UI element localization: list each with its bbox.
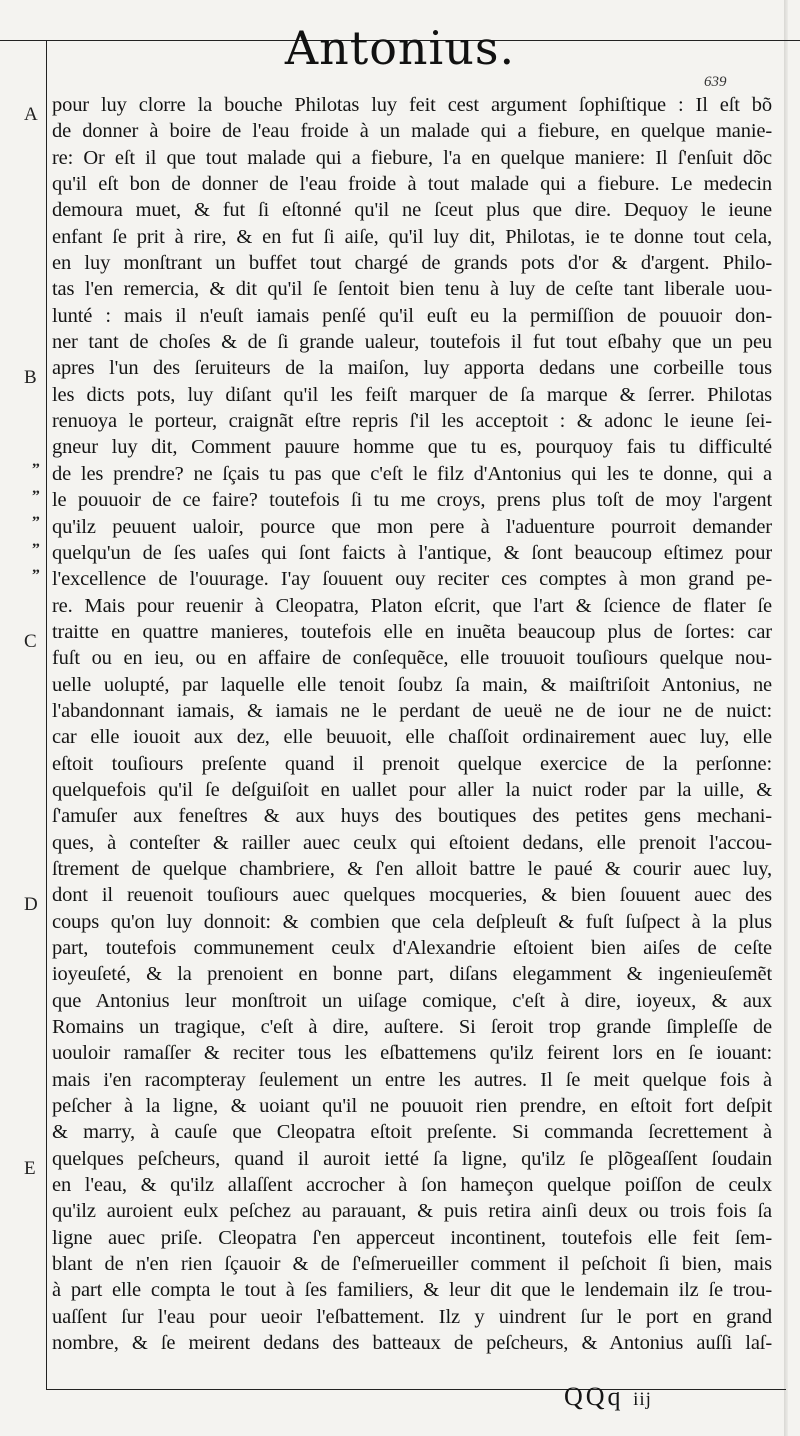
text-line: ioyeuſeté, & la prenoient en bonne part, diſans elegamment & ingenieuſemẽt (52, 963, 772, 986)
margin-quote-mark: „ (32, 506, 40, 523)
margin-quote-mark: „ (32, 453, 40, 470)
signature-letters: QQq (564, 1382, 624, 1411)
margin-letter-c: C (24, 631, 37, 652)
text-line: ner tant de choſes & de ſi grande ualeur, toutefois il fut tout eſbahy que un peu (52, 331, 772, 354)
text-line: re. Mais pour reuenir à Cleopatra, Platon eſcrit, que l'art & ſcience de flater ſe (52, 594, 772, 617)
margin-quote-mark: „ (32, 480, 40, 497)
text-line: car elle iouoit aux dez, elle beuuoit, elle chaſſoit ordinairement auec luy, elle (52, 726, 772, 749)
text-line: enfant ſe prit à rire, & en fut ſi aiſe, qu'il luy dit, Philotas, ie te donne tout cela, (52, 225, 772, 248)
text-line: les dicts pots, luy diſant qu'il les feiſt marquer de ſa marque & ſerrer. Philotas (52, 383, 772, 406)
text-line: blant de n'en rien ſçauoir & de ſ'eſmerueiller comment il peſchoit ſi bien, mais (52, 1253, 772, 1276)
text-line: mais i'en racompteray ſeulement un entre les autres. Il ſe meit quelque fois à (52, 1068, 772, 1091)
text-line: l'abandonnant iamais, & iamais ne le perdant de ueuë ne de iour ne de nuict: (52, 699, 772, 722)
text-line: qu'ilz auroient eulx peſchez au parauant, & puis retira ainſi deux ou trois fois ſa (52, 1200, 772, 1223)
margin-quote-mark: „ (32, 559, 40, 576)
margin-letter-b: B (24, 367, 37, 388)
text-line: traitte en quattre manieres, toutefois elle en inuẽta beaucoup plus de ſortes: car (52, 620, 772, 643)
text-line: & marry, à cauſe que Cleopatra eſtoit preſente. Si commanda ſecrettement à (52, 1121, 772, 1144)
text-line: en l'eau, & qu'ilz allaſſent accrocher à ſon hameçon quelque poiſſon de ceulx (52, 1174, 772, 1197)
text-line: de donner à boire de l'eau froide à un malade qui a fiebure, en quelque manie- (52, 120, 772, 143)
text-line: renuoya le porteur, craignãt eſtre repris ſ'il les acceptoit : & adonc le ieune ſei- (52, 410, 772, 433)
text-line: tas l'en remercia, & dit qu'il ſe ſentoit bien tenu à luy de ceſte tant liberale uou- (52, 278, 772, 301)
text-line: Romains un tragique, c'eſt à dire, auſtere. Si ſeroit trop grande ſimpleſſe de (52, 1016, 772, 1039)
text-line: qu'ilz peuuent ualoir, pource que mon pere à l'aduenture pourroit demander (52, 515, 772, 538)
page-edge (784, 0, 788, 1436)
margin-quote-mark: „ (32, 533, 40, 550)
text-line: quelques peſcheurs, quand il auroit ietté ſa ligne, qu'ilz ſe plõgeaſſent ſoudain (52, 1147, 772, 1170)
text-line: lunté : mais il n'euſt iamais penſé qu'il euſt eu la permiſſion de pouuoir don- (52, 304, 772, 327)
text-line: quelquefois qu'il ſe deſguiſoit en uallet pour aller la nuict roder par la uille, & (52, 778, 772, 801)
signature-numeral: iij (633, 1389, 652, 1410)
bottom-rule (46, 1389, 786, 1390)
text-line: à part elle compta le tout à ſes familiers, & leur dit que le lendemain ilz ſe trou- (52, 1279, 772, 1302)
text-line: demoura muet, & fut ſi eſtonné qu'il ne ſceut plus que dire. Dequoy le ieune (52, 199, 772, 222)
text-line: ques, à conteſter & railler auec ceulx qui eſtoient dedans, elle prenoit l'accou- (52, 831, 772, 854)
text-line: quelqu'un de ſes uaſes qui ſont faicts à l'antique, & ſont beaucoup eſtimez pour (52, 541, 772, 564)
text-line: uouloir ramaſſer & reciter tous les eſbattemens qu'ilz feirent lors en ſe iouant: (52, 1042, 772, 1065)
text-line: coups qu'on luy donnoit: & combien que cela deſpleuſt & fuſt ſuſpect à la plus (52, 910, 772, 933)
left-margin-rule (46, 40, 47, 1390)
text-line: pour luy clorre la bouche Philotas luy feit cest argument ſophiſtique : Il eſt bõ (52, 94, 772, 116)
text-line: peſcher à la ligne, & uoiant qu'il ne pouuoit rien prendre, en eſtoit fort deſpit (52, 1095, 772, 1118)
signature-mark (564, 1382, 652, 1412)
text-line: re: Or eſt il que tout malade qui a fiebure, l'a en quelque maniere: Il ſ'enſuit dõc (52, 146, 772, 169)
text-line: uaſſent ſur l'eau pour ueoir l'eſbattement. Ilz y uindrent ſur le port en grand (52, 1305, 772, 1328)
text-line: apres l'un des ſeruiteurs de la maiſon, luy apporta dedans une corbeille tous (52, 357, 772, 380)
text-line: l'excellence de l'ouurage. I'ay ſouuent ouy reciter ces comptes à mon grand pe- (52, 568, 772, 591)
text-line: de les prendre? ne ſçais tu pas que c'eſt le filz d'Antonius qui les te donne, qui a (52, 462, 772, 485)
text-line: nombre, & ſe meirent dedans des batteaux de peſcheurs, & Antonius auſſi laſ- (52, 1332, 772, 1355)
text-line: uelle uolupté, par laquelle elle tenoit ſoubz ſa main, & maiſtriſoit Antonius, ne (52, 673, 772, 696)
margin-letter-e: E (24, 1158, 36, 1179)
text-line: eſtoit touſiours preſente quand il prenoit quelque exercice de la perſonne: (52, 752, 772, 775)
text-line: fuſt ou en ieu, ou en affaire de conſequẽce, elle trouuoit touſiours quelque nou- (52, 647, 772, 670)
margin-letter-a: A (24, 104, 38, 125)
text-line: ſ'amuſer aux feneſtres & aux huys des boutiques des petites gens mechani- (52, 805, 772, 828)
text-line: qu'il eſt bon de donner de l'eau froide à tout malade qui a fiebure. Le medecin (52, 173, 772, 196)
text-line: le pouuoir de ce faire? toutefois ſi tu me croys, prens plus toſt de moy l'argent (52, 489, 772, 512)
text-line: ligne auec priſe. Cleopatra ſ'en apperceut incontinent, toutefois elle feit ſem- (52, 1226, 772, 1249)
text-line: gneur luy dit, Comment pauure homme que tu es, pourquoy fais tu difficulté (52, 436, 772, 459)
margin-letter-d: D (24, 894, 38, 915)
text-line: en luy monſtrant un buffet tout chargé de grands pots d'or & d'argent. Philo- (52, 252, 772, 275)
body-text (52, 92, 772, 1357)
running-head: Antonius. (284, 21, 516, 75)
text-line: part, toutefois communement ceulx d'Alexandrie eſtoient bien aiſes de ceſte (52, 937, 772, 959)
text-line: dont il reuenoit touſiours auec quelques mocqueries, & bien ſouuent auec des (52, 884, 772, 907)
text-line: que Antonius leur monſtroit un uiſage comique, c'eſt à dire, ioyeux, & aux (52, 989, 772, 1012)
text-line: ſtrement de quelque chambriere, & ſ'en alloit battre le paué & courir auec luy, (52, 857, 772, 880)
folio-number: 639 (704, 74, 727, 90)
